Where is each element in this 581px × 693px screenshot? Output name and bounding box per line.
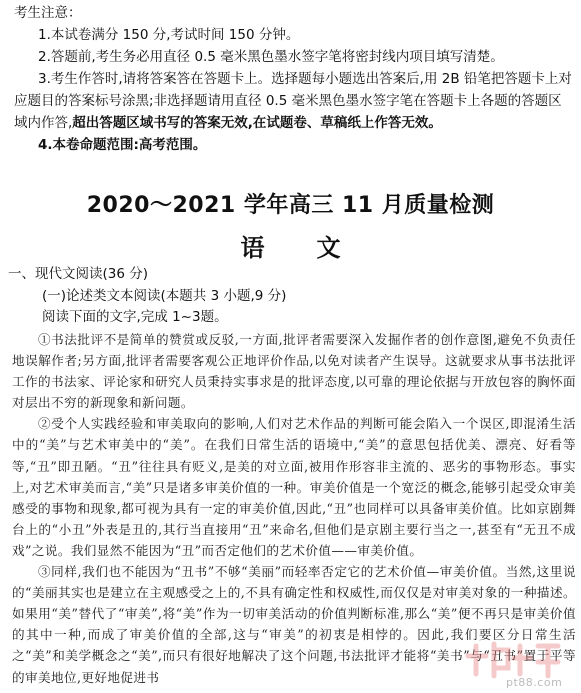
- watermark-url: pt88.com: [506, 676, 563, 689]
- notice-heading: 考生注意：: [14, 5, 82, 21]
- reading-instruction: 阅读下面的文字,完成 1~3题。: [42, 309, 228, 325]
- passage-paragraph-2: ②受个人实践经验和审美取向的影响,人们对艺术作品的判断可能会陷入一个误区,即混淆生活中的“美”与艺术审美中的“美”。在我们日常生活的语境中,“美”的意思包括优美、漂亮、好看等等,“丑”即丑陋。“丑”往往具有贬义,是美的对立面,被用作形容非主流的、恶劣的事物形态。事实上,对艺术审美而言,“美”只是诸多审美价值的一种。审美价值是一个宽泛的概念,能够引起受众审美感受的事物和现象,都可视为具有一定的审美价值,因此,“丑”也同样可以具备审美价值。比如京剧舞台上的“小丑”外表是丑的,其行当直接用“丑”来命名,但他们是京剧主要行当之一,甚至有“无丑不成戏”之说。我们显然不能因为“丑”而否定他们的艺术价值——审美价值。: [12, 416, 576, 558]
- notice-item-1: 1.本试卷满分 150 分,考试时间 150 分钟。: [38, 27, 300, 43]
- section-heading: 一、现代文阅读(36 分): [8, 266, 149, 282]
- notice-item-2: 2.答题前,考生务必用直径 0.5 毫米黑色墨水签字笔将密封线内项目填写清楚。: [38, 49, 504, 65]
- exam-notice: [14, 2, 574, 156]
- notice-item-3: [14, 68, 574, 134]
- exam-title: 2020～2021 学年高三 11 月质量检测: [86, 193, 495, 218]
- notice-item-3-bold: 超出答题区域书写的答案无效,在试题卷、草稿纸上作答无效。: [72, 115, 442, 131]
- exam-subject: 语文: [240, 233, 393, 262]
- passage-paragraph-1: ①书法批评不是简单的赞赏或反驳,一方面,批评者需要深入发掘作者的创作意图,避免不负责任地误解作者;另方面,批评者需要客观公正地评价作品,以免对读者产生误导。这就要求从事书法批评工作的书法家、评论家和研究人员秉持实事求是的批评态度,以可靠的理论依据与开放包容的胸怀面对层出不穷的新现象和新问题。: [12, 332, 576, 411]
- passage-paragraph-3: ③同样,我们也不能因为“丑书”不够“美丽”而轻率否定它的艺术价值—审美价值。当然,这里说的“美丽其实也是建立在主观感受之上的,不具有确定性和权威性,而仅仅是对审美对象的一种描述。如果用“美”替代了“审美”,将“美”作为一切审美活动的价值判断标准,那么“美”便不再只是审美价值的其中一种,而成了审美价值的全部,这与“审美”的初衷是相悖的。因此,我们要区分日常生活之“美”和美学概念之“美”,而只有很好地解决了这个问题,书法批评才能将“美书”与“丑书”置于平等的审美地位,更好地促进书: [12, 564, 576, 685]
- notice-item-4: 4.本卷命题范围:高考范围。: [38, 137, 207, 153]
- reading-passage: [12, 329, 576, 688]
- notice-item-3-text: 3.考生作答时,请将答案答在答题卡上。选择题每小题选出答案后,用 2B 铅笔把答题卡上对应题目的答案标号涂黑;非选择题请用直径 0.5 毫米黑色墨水签字笔在答题卡上各题的答题区域内作答,: [14, 71, 572, 131]
- subsection-heading: (一)论述类文本阅读(本题共 3 小题,9 分): [42, 288, 287, 304]
